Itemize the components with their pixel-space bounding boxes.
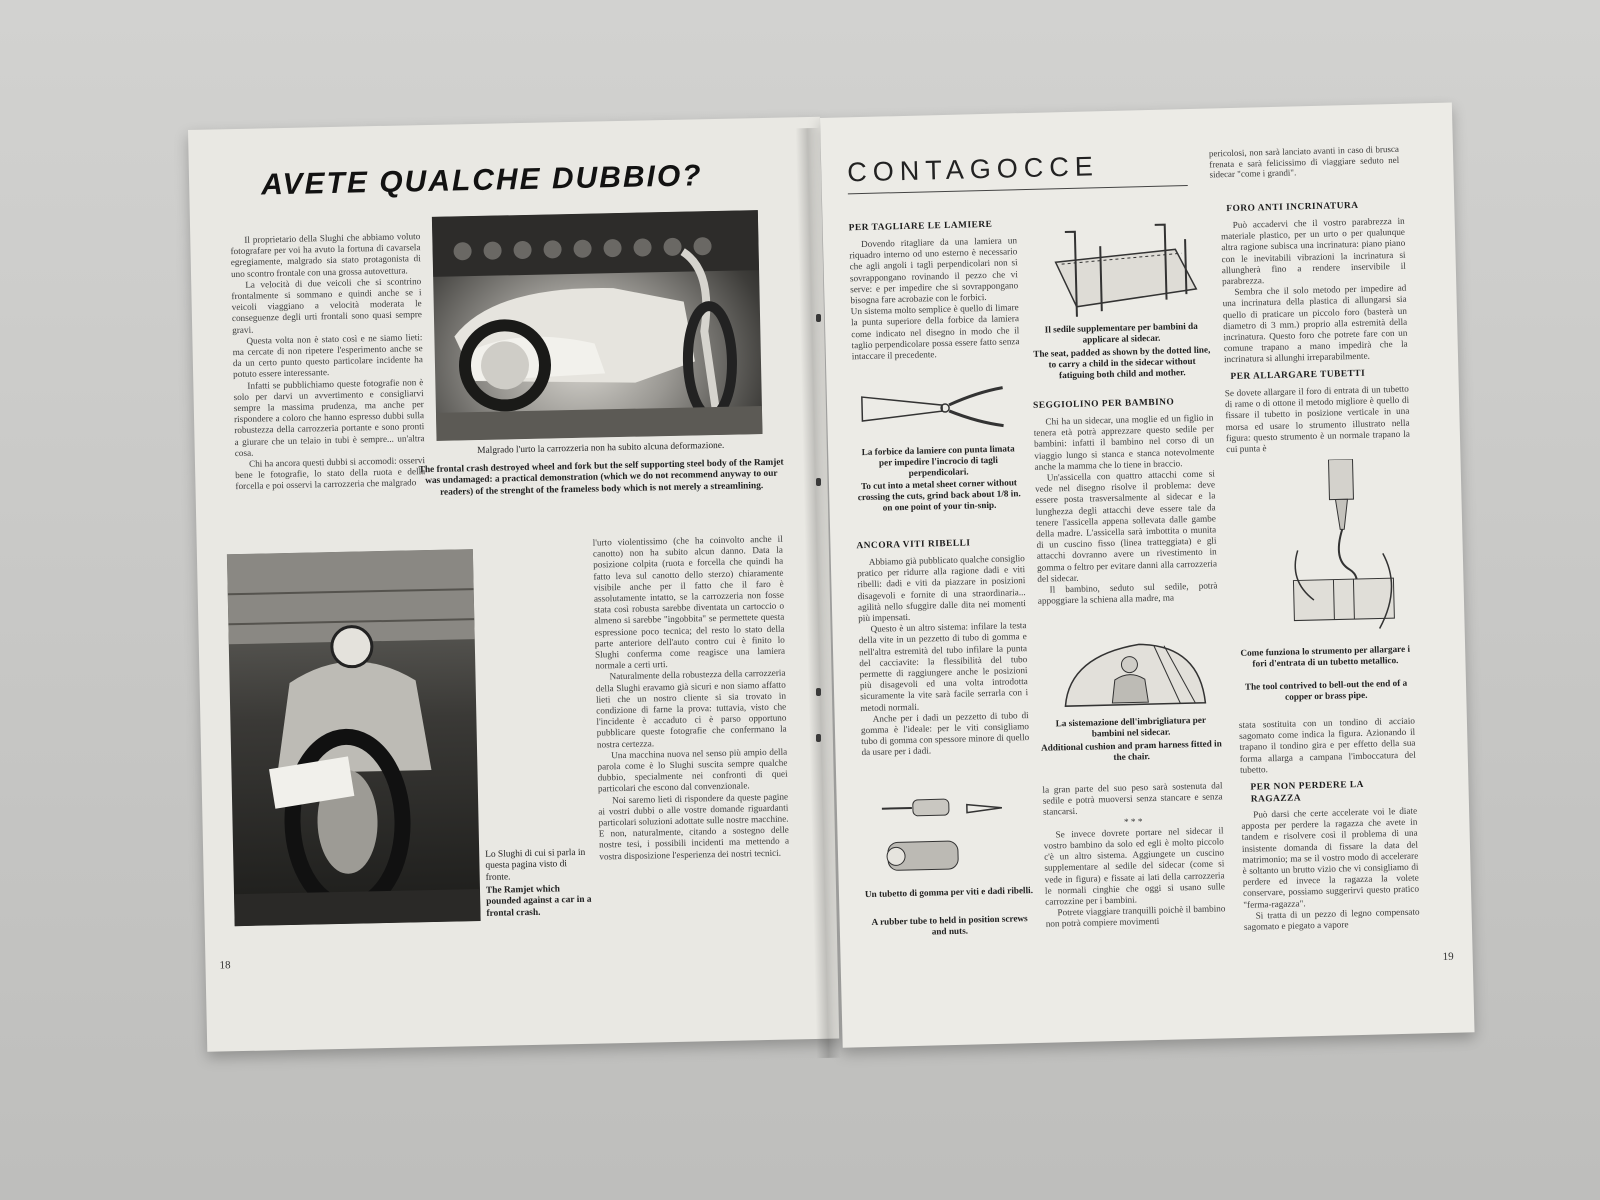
tube-caption-italian: Un tubetto di gomma per viti e dadi ribelli.: [864, 885, 1034, 900]
heading-keep-girlfriend: PER NON PERDERE LA RAGAZZA: [1250, 779, 1364, 805]
page-number-left: 18: [219, 959, 231, 972]
photo2-caption-italian: Lo Slughi di cui si parla in questa pagina visto di fronte.: [485, 847, 586, 883]
right-page: [820, 103, 1475, 1048]
child-seat-paragraph-3: Il bambino, seduto sul sedile, potrà appoggiare la schiena alla madre, ma: [1037, 580, 1218, 607]
screws-paragraph-3: Anche per i dadi un pezzetto di tubo di gomma è l'ideale: per le viti consigliamo tubo di gomma con spessore minore di quello da usare per i dadi.: [860, 709, 1030, 758]
screws-paragraph-1: Abbiamo già pubblicato qualche consiglio pratico per ridurre alla ragione dadi e viti ribelli: dadi e viti da piazzare in posizioni disagevoli e fornite di una straordinaria... agilità nello sfuggire dalle dita nei momenti più impensati.: [857, 553, 1027, 624]
child-seat-text: [1033, 412, 1218, 607]
column2-paragraph-1: l'urto violentissimo (che ha coinvolto anche il canotto) non ha subito alcun danno. Data la posizione colpita (ruota e forcella che quindi ha fatto leva sul canotto dello sterzo) chiaramente visibile anche per il fatto che il faro è assolutamente intatto, se la carrozzeria non fosse stata così robusta sarebbe diventata un cartoccio o almeno si sarebbe "ingobbita" se permettete questa espressione poco tecnica; del resto lo stato della parte anteriore dell'auto contro cui è finito lo Slughi conferma come reagisce una lamiera normale a certi urti.: [592, 533, 786, 671]
scooter-front-photo: [227, 549, 481, 926]
paragraph-2: La velocità di due veicoli che si scontrino frontalmente si sommano e quindi anche se i veicoli viaggiano a velocità moderata le conseguenze degli urti frontali sono quasi sempre gravi.: [231, 275, 423, 335]
column2-paragraph-2: Naturalmente della robustezza della carrozzeria della Slughi eravamo già sicuri e non siamo affatto lieti che un nostro cliente si sia trovato in condizione di farne la prova: tuttavia, visto che l'incidente è accaduto ci è parso opportuno pubblicare queste fotografie che confermano la nostra certezza.: [595, 668, 787, 750]
paragraph-3: Questa volta non è stato così e ne siamo lieti: ma cercate di non ripetere l'esperimento anche se da un certo punto questo particolare incidente ha potuto essere interessante.: [232, 331, 423, 380]
child-seat-paragraph-2: Un'assicella con quattro attacchi come si vede nel disegno risolve il problema: deve essere posta trasversalmente al sidecar e la lunghezza degli attacchi deve essere tale da tenere l'assicella appena sollevata dalle gambe della madre. L'assicella sarà imbottita o munita di un cuscino fisso (linea tratteggiata) e gli attacchi dovranno avere un rivestimento in gomma o feltro per evitare danni alla carrozzeria del sidecar.: [1035, 468, 1218, 584]
photo1-caption-english: The frontal crash destroyed wheel and fork but the self supporting steel body of the Ramjet was undamaged: a practical demonstration (which we do not recommend anyway to our readers) of the strenght of the frameless body which is not merely a streamlining.: [418, 457, 784, 498]
sidecar-paragraph-3: Potrete viaggiare tranquilli poichè il bambino non potrà compiere movimenti: [1045, 903, 1226, 930]
heading-anti-crack-hole: FORO ANTI INCRINATURA: [1226, 200, 1359, 215]
section-separator: * * *: [1123, 815, 1143, 827]
seat-caption-english: The seat, padded as shown by the dotted line, to carry a child in the sidecar without fatiguing both child and mother.: [1033, 344, 1211, 381]
widen-tubes-text: Se dovete allargare il foro di entrata di un tubetto di rame o di ottone il metodo migliore è quello di fissare il tubetto in posizione verticale in una morsa ed usare lo strumento illustrato nella figura: questo strumento è un normale trapano la cui punta è: [1224, 383, 1411, 455]
intro-text: [230, 231, 425, 493]
stubborn-screws-text: [857, 553, 1030, 759]
heading-stubborn-screws: ANCORA VITI RIBELLI: [856, 538, 971, 552]
scissors-caption-italian: La forbice da lamiere con punta limata per impedire l'incrocio di tagli perpendicolari.: [861, 443, 1015, 479]
child-seat-paragraph-1: Chi ha un sidecar, una moglie ed un figlio in tenera età potrà apprezzare questo sedile per bambini: infatti il bambino nel corso di un viaggio lungo si stanca e stanca notevolmente anche la mamma che lo tiene in braccio.: [1033, 412, 1215, 472]
anti-crack-paragraph-1: Può accadervi che il vostro parabrezza in materiale plastico, per un urto o per qualunque altra ragione subisca una incrinatura: piano piano con le inevitabili vibrazioni la incrinatura si allungherà fino a rendere inservibile il parabrezza.: [1220, 215, 1406, 287]
child-seat-illustration: [1035, 219, 1205, 323]
photo1-caption-italian: Malgrado l'urto la carrozzeria non ha subito alcuna deformazione.: [477, 440, 725, 457]
scooter-crash-photo: [432, 210, 763, 441]
scissors-caption-english: To cut into a metal sheet corner without crossing the cuts, grind back about 1/8 in. on one point of your tin-snip.: [857, 477, 1021, 513]
heading-child-seat: SEGGIOLINO PER BAMBINO: [1032, 397, 1175, 411]
anti-crack-paragraph-2: Sembra che il solo metodo per impedire ad una incrinatura della plastica di allungarsi sia quello di praticare un piccolo foro (basterà un diametro di 3 mm.) proprio alla estremità della incrinatura. Questo foro che potrete fare con un comune trapano a mano impedirà che la incrinatura si allunghi irreparabilmente.: [1222, 282, 1408, 365]
staple: [816, 734, 821, 742]
page-title: AVETE QUALCHE DUBBIO?: [260, 159, 703, 202]
continued-text: pericolosi, non sarà lanciato avanti in caso di brusca frenata e sarà felicissimo di viaggiare seduto nel sidecar "come i grandi".: [1208, 143, 1400, 180]
anti-crack-text: [1221, 216, 1409, 366]
article-column-2: [593, 534, 790, 863]
staple: [816, 688, 821, 696]
seat-caption-italian: Il sedile supplementare per bambini da applicare al sidecar.: [1044, 320, 1198, 345]
cut-sheets-text: [849, 235, 1020, 362]
column2-paragraph-4: Noi saremo lieti di rispondere da queste pagine ai vostri dubbi o alle vostre domande riguardanti particolari soluzioni adottate sulle nostre macchine. E non, naturalmente, citando a sostegno delle nostre tesi, i possibili incidenti ma mettendo a vostra disposizione l'esperienza dei nostri tecnici.: [598, 791, 790, 862]
sidecar-paragraph-2: Se invece dovrete portare nel sidecar il vostro bambino da solo ed egli è molto piccolo c'è un altro sistema. Aggiungete un cuscino supplementare al sedile del sidecar (come si vede in figura) e fissate ai lati della carrozzeria le normali cinghie che oggi si usano sulle carrozzine per i bambini.: [1043, 825, 1226, 907]
left-page: [188, 117, 839, 1052]
page-number-right: 19: [1442, 950, 1454, 964]
drill-tool-illustration: [1281, 458, 1405, 641]
paragraph-5: Chi ha ancora questi dubbi si accomodi: osservi bene le fotografie, lo stato della ruota e della forcella e poi osservi la carrozzeria che malgrado: [235, 455, 426, 492]
girlfriend-paragraph-1: Può darsi che certe accelerate voi le diate apposta per perdere la ragazza che avete in tandem e risolvere così il problema di una insistente domanda di fissare la data del matrimonio; ma se il vostro modo di accelerare è soltanto un brutto vizio che vi consigliamo di perdere ed invece la ragazza la volete conservare, possiamo suggerirvi questo pratico "ferma-ragazza".: [1241, 805, 1420, 910]
staple: [816, 478, 821, 486]
cut-sheets-paragraph-2: Un sistema molto semplice è quello di limare la punta superiore della forbice da lamiera come indicato nel disegno in modo che il taglio perpendicolare possa essere fatto senza intaccare il precedente.: [850, 302, 1020, 362]
keep-girlfriend-text: [1241, 806, 1420, 933]
widen-tubes-continued: stata sostituita con un tondino di acciaio sagomato come indica la figura. Azionando il trapano il tondino gira e per effetto della sua forma allarga a campana l'imboccatura del tubetto.: [1238, 715, 1416, 775]
sidecar-text: [1042, 780, 1226, 930]
section-title: CONTAGOCCE: [846, 151, 1100, 188]
paragraph-4: Infatti se pubblichiamo queste fotografie non è solo per darvi un avvertimento e consigliarvi sempre la massima prudenza, ma anche per rispondere a coloro che hanno espresso dubbi sulla robustezza della carrozzeria portante e sono pronti a giurare che un telaio in tubi è sempre... un'altra cosa.: [233, 376, 425, 458]
heading-widen-tubes: PER ALLARGARE TUBETTI: [1230, 368, 1366, 383]
photo2-caption-english: The Ramjet which pounded against a car in a frontal crash.: [485, 884, 592, 919]
rubber-tube-illustration: [877, 794, 1009, 877]
girlfriend-paragraph-2: Si tratta di un pezzo di legno compensato sagomato e piegato a vapore: [1243, 906, 1420, 932]
intro-paragraph: Il proprietario della Slughi che abbiamo voluto fotografare per voi ha avuto la fortuna di cavarsela egregiamente, malgrado sia stato protagonista di uno scontro frontale con una grossa autovettura.: [230, 231, 421, 279]
column2-paragraph-3: Una macchina nuova nel senso più ampio della parola come è lo Slughi suscita sempre qualche dubbio, specialmente nei confronti di quei particolari che escono dal convenzionale.: [597, 746, 788, 795]
screws-paragraph-2: Questo è un altro sistema: infilare la testa della vite in un pezzetto di tubo di gomma e nell'altra estremità del tubo infilare la punta del cacciavite: la flessibilità del tubo permette di raggiungere anche le posizioni più disagevoli ed una volta introdotta sicuramente la vite sarà facile serrarla con i metodi normali.: [858, 620, 1029, 713]
drill-caption-italian: Come funziona lo strumento per allargare i fori d'entrata di un tubetto metallico.: [1240, 643, 1411, 669]
harness-caption-english: Additional cushion and pram harness fitted in the chair.: [1040, 738, 1222, 763]
drill-caption-english: The tool contrived to bell-out the end of a copper or brass pipe.: [1244, 677, 1408, 703]
heading-cut-sheets: PER TAGLIARE LE LAMIERE: [848, 219, 993, 234]
staple: [816, 314, 821, 322]
sidecar-harness-illustration: [1059, 633, 1211, 717]
scissors-illustration: [857, 382, 1008, 436]
harness-caption-italian: La sistemazione dell'imbrigliatura per bambini nel sidecar.: [1055, 714, 1207, 739]
cut-sheets-paragraph-1: Dovendo ritagliare da una lamiera un riquadro interno od uno esterno è necessario che agli angoli i tagli perpendicolari non si sovrappongano rovinando il pezzo che vi serve: e per impedire che si sovrappongano bisogna fare acrobazie con le forbici.: [849, 235, 1019, 306]
sidecar-paragraph-1: la gran parte del suo peso sarà sostenuta dal sedile e potrà muoversi senza stancare e senza stancarsi.: [1042, 780, 1223, 818]
tube-caption-english: A rubber tube to held in position screws and nuts.: [871, 913, 1028, 937]
